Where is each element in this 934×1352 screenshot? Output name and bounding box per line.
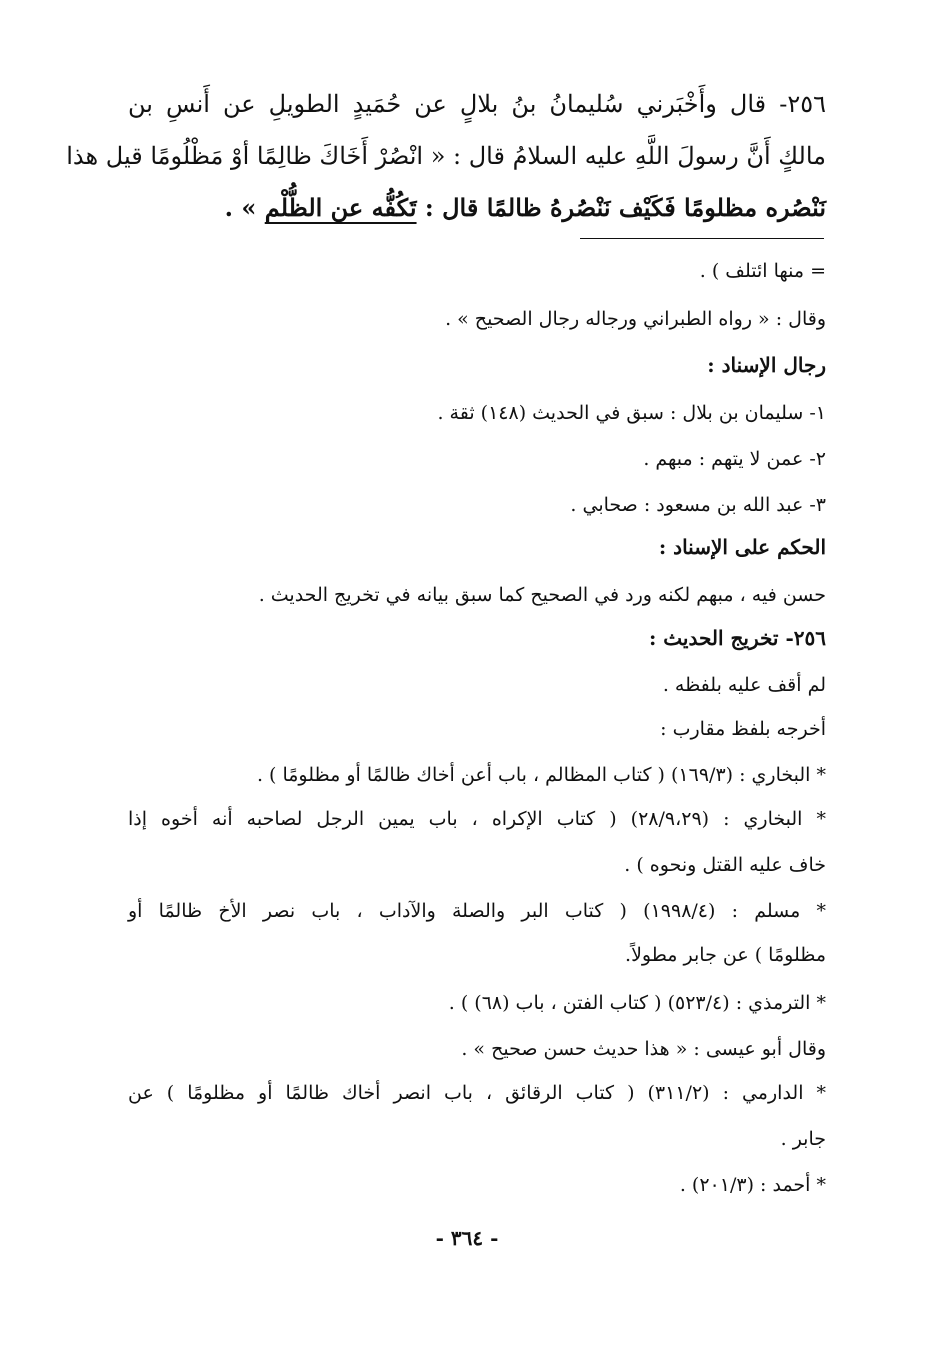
source-bukhari-2-line-1: * البخاري : (٢٨/٩،٢٩) ( كتاب الإكراه ، باب يمين الرجل لصاحبه أنه أخوه إذا: [128, 808, 826, 830]
note-narrator-2: ٢- عمن لا يتهم : مبهم .: [643, 448, 826, 470]
source-ahmad: * أحمد : (٢٠١/٣) .: [679, 1174, 826, 1196]
source-muslim-line-1: * مسلم : (١٩٩٨/٤) ( كتاب البر والصلة والآداب ، باب نصر الأخ ظالمًا أو: [128, 900, 827, 922]
heading-isnad-ruling: الحكم على الإسناد :: [658, 535, 826, 559]
note-tabarani: وقال : « رواه الطبراني ورجاله رجال الصحيح » .: [445, 308, 826, 330]
source-bukhari-2-line-2: خاف عليه القتل ونحوه ) .: [624, 854, 826, 876]
source-darimi-line-1: * الدارمي : (٣١١/٢) ( كتاب الرقائق ، باب انصر أخاك ظالمًا أو مظلومًا ) عن: [128, 1082, 826, 1104]
heading-takhrij: ٢٥٦- تخريج الحديث :: [648, 626, 826, 650]
hadith-line-1: ٢٥٦- قال وأَخْبَرني سُليمانُ بنُ بلالٍ عن حُمَيدٍ الطويلِ عن أَنسِ بن: [128, 90, 826, 118]
source-muslim-line-2: مظلومًا ) عن جابر مطولاً.: [625, 944, 826, 966]
note-similar-wording: أخرجه بلفظ مقارب :: [660, 718, 826, 740]
note-abu-isa: وقال أبو عيسى : « هذا حديث حسن صحيح » .: [461, 1038, 826, 1060]
source-darimi-line-2: جابر .: [780, 1128, 826, 1150]
hadith-line-3: [224, 193, 826, 222]
source-tirmidhi: * الترمذي : (٥٢٣/٤) ( كتاب الفتن ، باب (٦٨) ) .: [448, 992, 826, 1014]
heading-isnad-men: رجال الإسناد :: [707, 353, 826, 377]
note-not-found: لم أقف عليه بلفظه .: [662, 674, 826, 696]
note-ruling: حسن فيه ، مبهم لكنه ورد في الصحيح كما سبق بيانه في تخريج الحديث .: [258, 584, 826, 606]
hadith-line-3-end: » .: [224, 193, 265, 222]
hadith-answer: تَكُفُّه عن الظُّلْم: [264, 193, 417, 222]
note-narrator-1: ١- سليمان بن بلال : سبق في الحديث (١٤٨) ثقة .: [437, 402, 826, 424]
note-continuation: = منها ائتلف ) .: [699, 260, 826, 282]
hadith-line-2: مالكٍ أَنَّ رسولَ اللَّهِ عليه السلامُ قال : « انْصُرْ أَخَاكَ ظالِمًا أوْ مَظْلُومًا قيل هذا: [66, 142, 826, 170]
hadith-line-3-start: نَنْصُره مظلومًا فَكَيْف نَنْصُرهُ ظالمًا قال :: [416, 193, 826, 222]
note-narrator-3: ٣- عبد الله بن مسعود : صحابي .: [570, 494, 826, 516]
footnote-separator: [580, 238, 824, 239]
page-number: - ٣٦٤ -: [435, 1226, 499, 1250]
source-bukhari-1: * البخاري : (١٦٩/٣) ( كتاب المظالم ، باب أعن أخاك ظالمًا أو مظلومًا ) .: [256, 764, 826, 786]
